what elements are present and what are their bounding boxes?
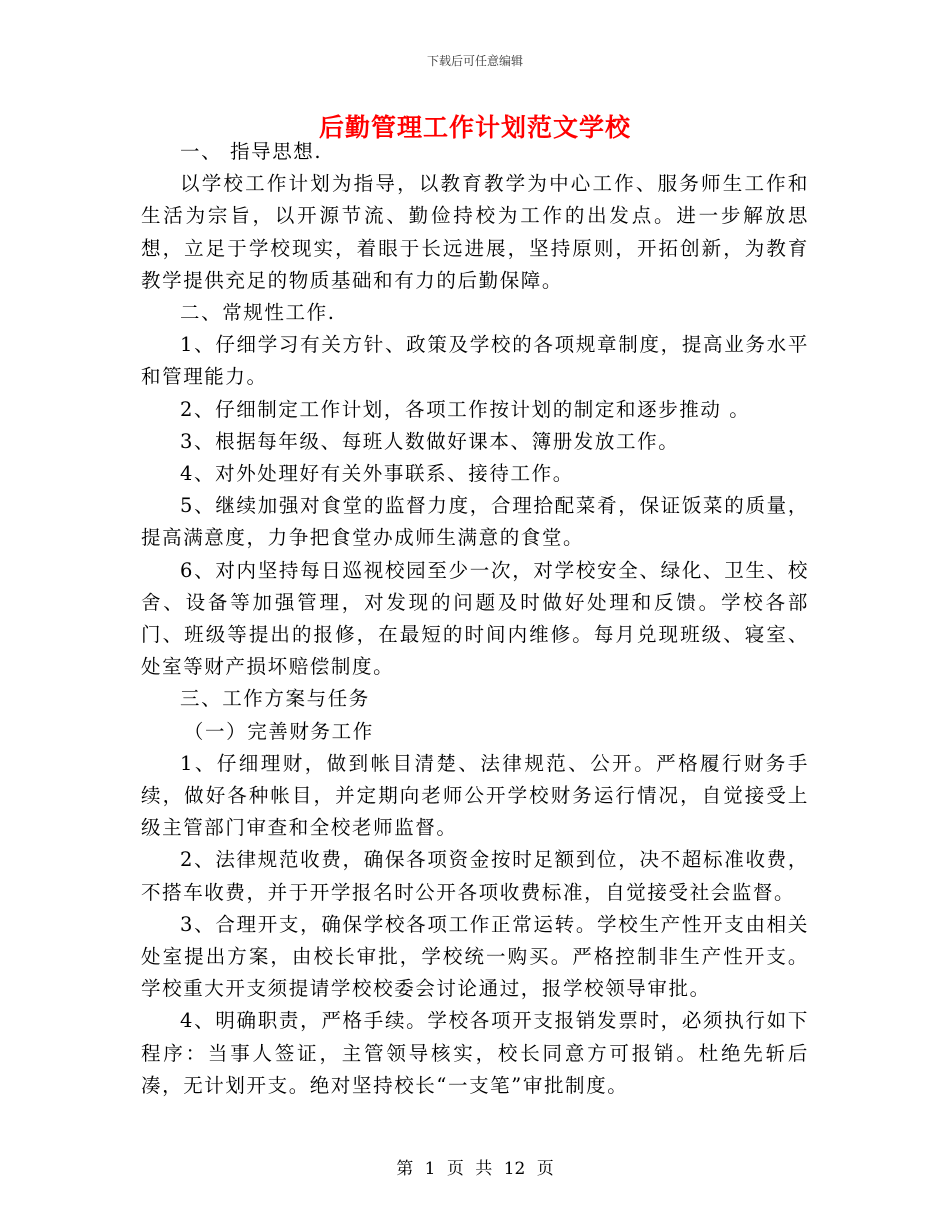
paragraph: 4、对外处理好有关外事联系、接待工作。 (180, 462, 574, 486)
paragraph: 1、仔细理财，做到帐目清楚、法律规范、公开。严格履行财务手续，做好各种帐目，并定期向老师公开学校财务运行情况，自觉接受上级主管部门审查和全校老师监督。 (141, 751, 809, 840)
paragraph: 2、法律规范收费，确保各项资金按时足额到位，决不超标准收费，不搭车收费，并于开学报名时公开各项收费标准，自觉接受社会监督。 (141, 848, 809, 904)
paragraph: 以学校工作计划为指导，以教育教学为中心工作、服务师生工作和生活为宗旨，以开源节流、勤俭持校为工作的出发点。进一步解放思想，立足于学校现实，着眼于长远进展，坚持原则，开拓创新，为教育教学提供充足的物质基础和有力的后勤保障。 (141, 172, 809, 292)
paragraph: 3、根据每年级、每班人数做好课本、簿册发放工作。 (180, 429, 680, 453)
paragraph: 3、合理开支，确保学校各项工作正常运转。学校生产性开支由相关处室提出方案，由校长审批，学校统一购买。严格控制非生产性开支。学校重大开支须提请学校校委会讨论通过，报学校领导审批。 (141, 912, 809, 1001)
page-header: 下载后可任意编辑 (426, 54, 523, 68)
paragraph: 1、仔细学习有关方针、政策及学校的各项规章制度，提高业务水平和管理能力。 (141, 333, 809, 389)
paragraph: 4、明确职责，严格手续。学校各项开支报销发票时，必须执行如下程序：当事人签证，主管领导核实，校长同意方可报销。杜绝先斩后凑，无计划开支。绝对坚持校长“一支笔”审批制度。 (141, 1009, 809, 1097)
paragraph: 2、仔细制定工作计划，各项工作按计划的制定和逐步推动 。 (180, 397, 751, 421)
section-heading: 二、常规性工作. (180, 301, 336, 325)
document-body (141, 136, 809, 1102)
document-title: 后勤管理工作计划范文学校 (318, 113, 631, 142)
section-heading: 三、工作方案与任务 (180, 687, 370, 711)
subsection-heading: （一）完善财务工作 (183, 719, 374, 743)
paragraph: 5、继续加强对食堂的监督力度，合理拾配菜肴，保证饭菜的质量，提高满意度，力争把食堂办成师生满意的食堂。 (141, 494, 809, 550)
section-heading: 一、 指导思想. (180, 140, 323, 163)
paragraph: 6、对内坚持每日巡视校园至少一次，对学校安全、绿化、卫生、校舍、设备等加强管理，对发现的问题及时做好处理和反馈。学校各部门、班级等提出的报修，在最短的时间内维修。每月兑现班级、寝室、处室等财产损坏赔偿制度。 (141, 558, 809, 679)
page-number: 第 1 页 共 12 页 (396, 1159, 554, 1179)
